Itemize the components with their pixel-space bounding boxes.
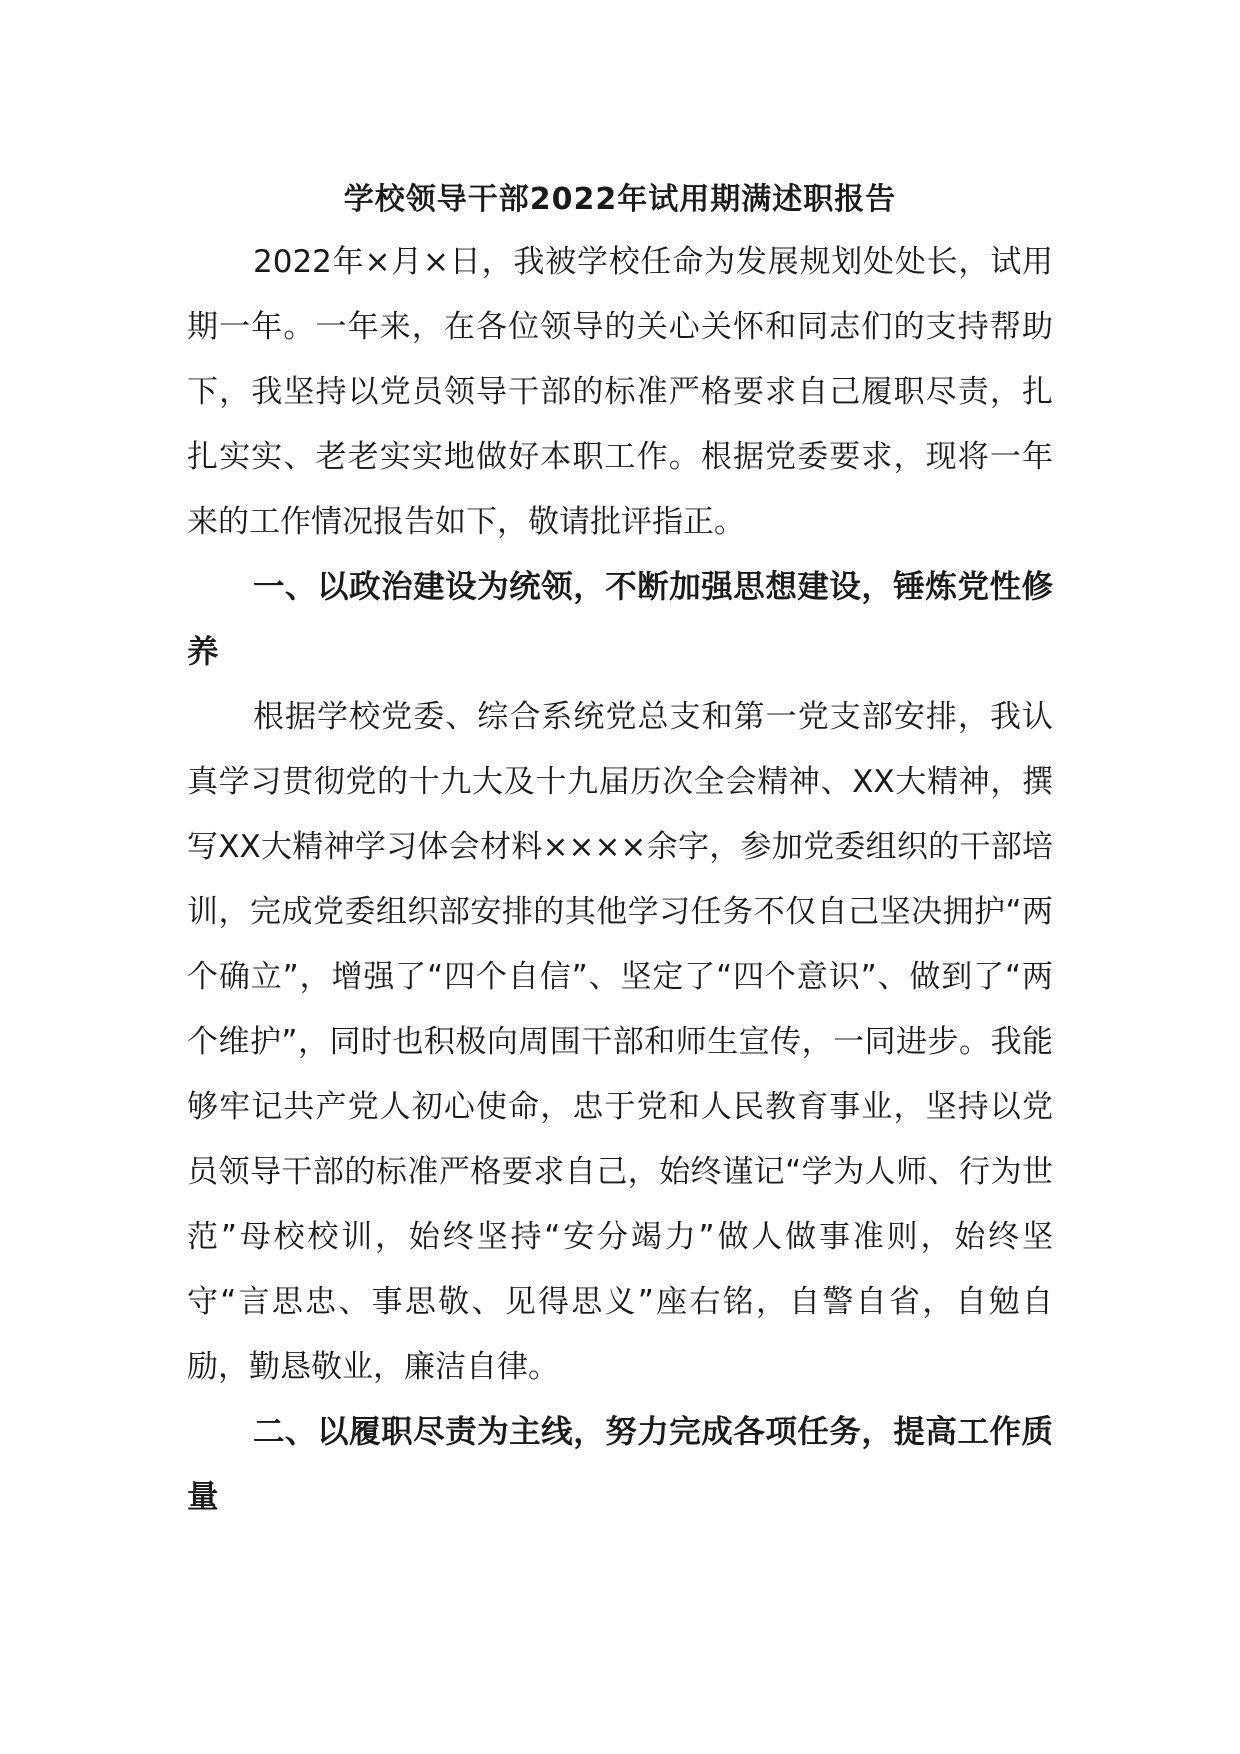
intro-paragraph: 2022年×月×日，我被学校任命为发展规划处处长，试用期一年。一年来，在各位领导的关心关怀和同志们的支持帮助下，我坚持以党员领导干部的标准严格要求自己履职尽责，扎扎实实、老老实实地做好本职工作。根据党委要求，现将一年来的工作情况报告如下，敬请批评指正。 bbox=[187, 244, 1053, 540]
section-heading-2: 二、以履职尽责为主线，努力完成各项任务，提高工作质量 bbox=[187, 1414, 1053, 1515]
document-body bbox=[187, 170, 1053, 1530]
section-heading-1: 一、以政治建设为统领，不断加强思想建设，锤炼党性修养 bbox=[187, 569, 1053, 670]
section-1-paragraph: 根据学校党委、综合系统党总支和第一党支部安排，我认真学习贯彻党的十九大及十九届历次全会精神、XX大精神，撰写XX大精神学习体会材料××××余字，参加党委组织的干部培训，完成党委组织部安排的其他学习任务不仅自己坚决拥护“两个确立”，增强了“四个自信”、坚定了“四个意识”、做到了“两个维护”，同时也积极向周围干部和师生宣传，一同进步。我能够牢记共产党人初心使命，忠于党和人民教育事业，坚持以党员领导干部的标准严格要求自己，始终谨记“学为人师、行为世范”母校校训，始终坚持“安分竭力”做人做事准则，始终坚守“言思忠、事思敬、见得思义”座右铭，自警自省，自勉自励，勤恳敬业，廉洁自律。 bbox=[187, 699, 1053, 1385]
document-title: 学校领导干部2022年试用期满述职报告 bbox=[343, 182, 897, 217]
